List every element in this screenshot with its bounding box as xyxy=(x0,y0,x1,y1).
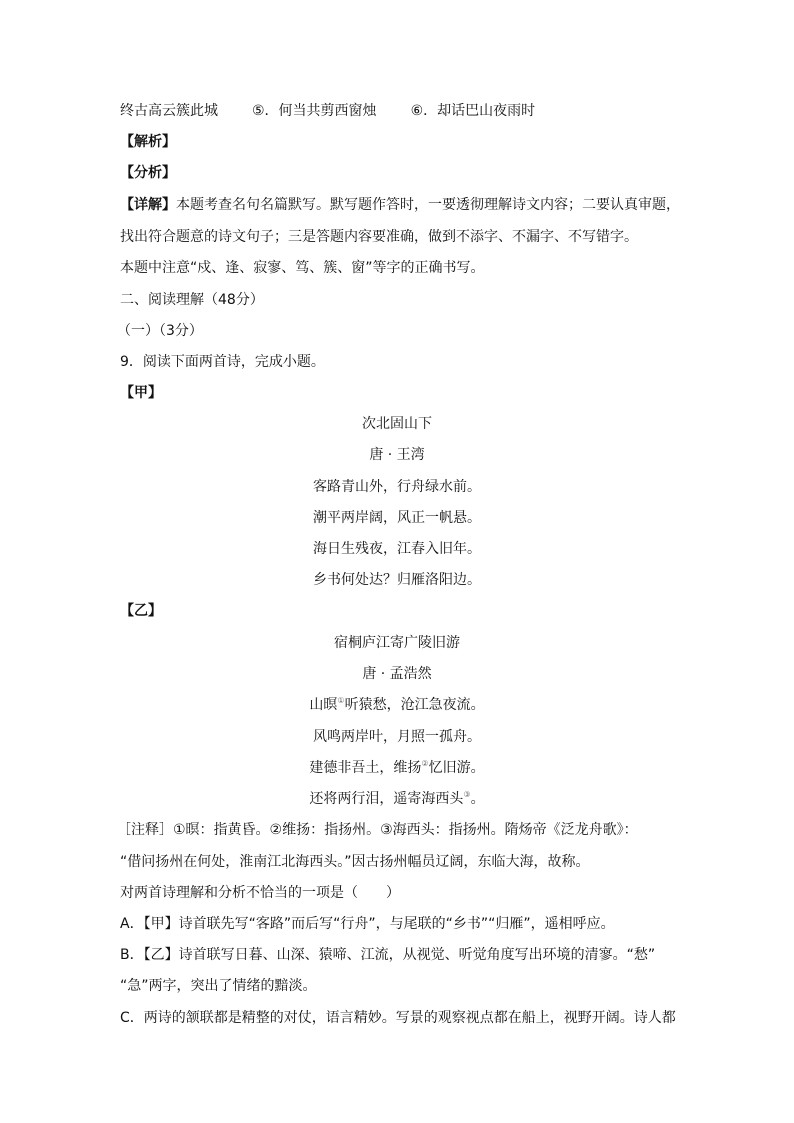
subsection-title: （一）（3分） xyxy=(117,323,203,339)
option-a: A．【甲】诗首联先写“客路”而后写“行舟”，与尾联的“乡书”“归雁”，遥相呼应。 xyxy=(120,916,615,932)
poem-yi-line-1-a: 山暝 xyxy=(309,697,338,713)
xiangjie-text-3: 本题中注意“戍、逢、寂寥、笃、簇、窗”等字的正确书写。 xyxy=(120,260,485,276)
option-b-line-1: B．【乙】诗首联写日暮、山深、猿啼、江流，从视觉、听觉角度写出环境的清寥。“愁” xyxy=(120,947,656,963)
jiexi-label: 【解析】 xyxy=(120,134,176,150)
poem-jia-title: 次北固山下 xyxy=(362,416,432,432)
footnote-marker-3: ③ xyxy=(463,790,471,799)
question-stem: 对两首诗理解和分析不恰当的一项是（ ） xyxy=(120,885,400,901)
poem-jia-line-2: 潮平两岸阔，风正一帆悬。 xyxy=(313,510,481,526)
poem-yi-line-3-b: 忆旧游。 xyxy=(428,760,485,776)
poem-yi-line-4-b: 。 xyxy=(470,791,485,807)
xiangjie-text-2: 找出符合题意的诗文句子；三是答题内容要准确，做到不添字、不漏字、不写错字。 xyxy=(120,229,638,245)
poem-yi-line-1 xyxy=(0,695,794,715)
answer-part-1: 终古高云簇此城 xyxy=(120,103,218,119)
poem-jia-label: 【甲】 xyxy=(120,385,162,401)
option-c-line-1: C．两诗的颔联都是精整的对仗，语言精妙。写景的观察视点都在船上，视野开阔。诗人都 xyxy=(120,1010,676,1026)
answer-part-2: ⑤．何当共剪西窗烛 xyxy=(252,103,377,119)
question-9: 9．阅读下面两首诗，完成小题。 xyxy=(120,354,325,370)
poem-jia-line-4: 乡书何处达？归雁洛阳边。 xyxy=(313,572,481,588)
annotation-line-1: ［注释］①暝：指黄昏。②维扬：指扬州。③海西头：指扬州。隋炀帝《泛龙舟歌》： xyxy=(117,822,638,838)
poem-yi-label: 【乙】 xyxy=(120,603,162,619)
poem-yi-line-3-a: 建德非吾土，维扬 xyxy=(309,760,422,776)
poem-yi-line-2: 风鸣两岸叶，月照一孤舟。 xyxy=(313,729,481,745)
footnote-marker-1: ① xyxy=(337,696,345,705)
xiangjie-text-1: 本题考查名句名篇默写。默写题作答时，一要透彻理解诗文内容；二要认真审题， xyxy=(176,197,680,213)
poem-jia-author: 唐 · 王湾 xyxy=(369,447,425,463)
fenxi-label: 【分析】 xyxy=(120,165,176,181)
poem-jia-line-1: 客路青山外，行舟绿水前。 xyxy=(313,479,481,495)
annotation-line-2: “借问扬州在何处，淮南江北海西头。”因古扬州幅员辽阔，东临大海，故称。 xyxy=(120,854,590,870)
poem-yi-line-1-b: 听猿愁，沧江急夜流。 xyxy=(344,697,485,713)
answer-line xyxy=(120,101,535,121)
xiangjie-paragraph xyxy=(120,195,680,215)
xiangjie-label: 【详解】 xyxy=(120,197,176,213)
poem-yi-line-4 xyxy=(0,789,794,809)
poem-yi-author: 唐 · 孟浩然 xyxy=(362,666,432,682)
footnote-marker-2: ② xyxy=(421,759,429,768)
poem-yi-line-4-a: 还将两行泪，遥寄海西头 xyxy=(309,791,464,807)
option-b-line-2: “急”两字，突出了情绪的黯淡。 xyxy=(120,978,317,994)
section-2-title: 二、阅读理解（48分） xyxy=(120,292,264,308)
poem-jia-line-3: 海日生残夜，江春入旧年。 xyxy=(313,541,481,557)
poem-yi-line-3 xyxy=(0,758,794,778)
poem-yi-title: 宿桐庐江寄广陵旧游 xyxy=(334,635,460,651)
answer-part-3: ⑥．却话巴山夜雨时 xyxy=(410,103,536,119)
